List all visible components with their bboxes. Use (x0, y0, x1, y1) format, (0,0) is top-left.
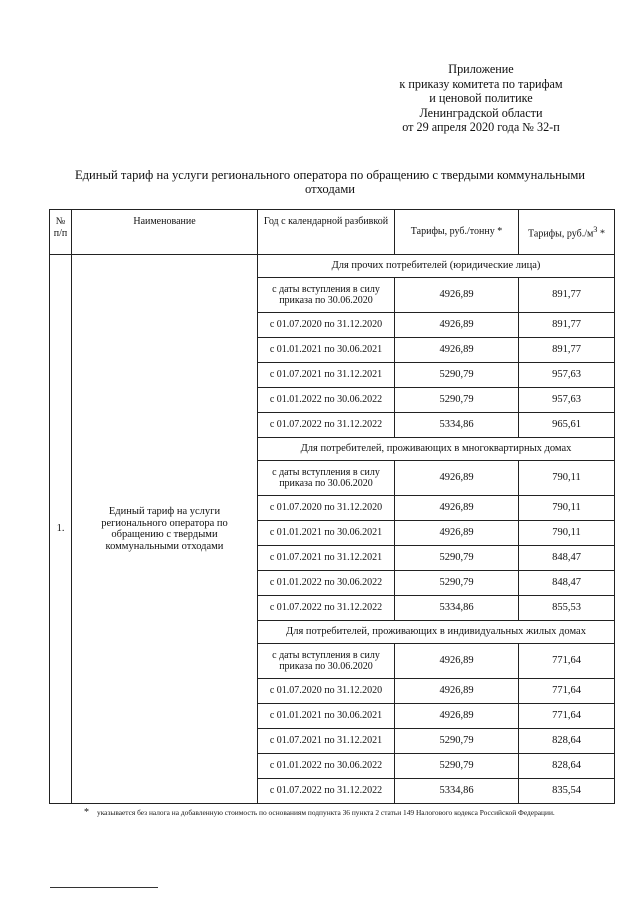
document-title (40, 168, 620, 196)
period-cell: с 01.01.2021 по 30.06.2021 (258, 338, 395, 363)
tariff-per-ton-cell: 4926,89 (395, 644, 519, 679)
tariff-per-ton-cell: 4926,89 (395, 679, 519, 704)
period-cell: с 01.01.2022 по 30.06.2022 (258, 388, 395, 413)
section-title-row (50, 255, 615, 278)
section-title: Для потребителей, проживающих в многоквартирных домах (258, 438, 615, 461)
period-cell: с 01.07.2020 по 31.12.2020 (258, 313, 395, 338)
period-cell: с 01.07.2022 по 31.12.2022 (258, 413, 395, 438)
tariff-per-m3-cell: 828,64 (519, 729, 615, 754)
tariff-table (49, 209, 615, 804)
tariff-per-m3-cell: 835,54 (519, 779, 615, 804)
tariff-per-ton-cell: 4926,89 (395, 338, 519, 363)
row-name: Единый тариф на услуги регионального оператора по обращению с твердыми коммунальными отходами (72, 255, 258, 804)
tariff-per-ton-cell: 5290,79 (395, 363, 519, 388)
tariff-per-m3-cell: 790,11 (519, 496, 615, 521)
tariff-per-m3-cell: 855,53 (519, 596, 615, 621)
tariff-per-ton-cell: 5334,86 (395, 596, 519, 621)
period-cell: с даты вступления в силу приказа по 30.06.2020 (258, 278, 395, 313)
footnote (50, 808, 615, 818)
appendix-line: Приложение (448, 62, 514, 76)
header-name: Наименование (72, 210, 258, 255)
tariff-per-m3-cell: 957,63 (519, 363, 615, 388)
header-year: Год с календарной разбивкой (258, 210, 395, 255)
header-tariff-per-m3-label: Тарифы, руб./м (528, 228, 594, 240)
tariff-per-m3-cell: 828,64 (519, 754, 615, 779)
tariff-per-ton-cell: 4926,89 (395, 278, 519, 313)
tariff-per-m3-cell: 848,47 (519, 546, 615, 571)
header-number: № п/п (50, 210, 72, 255)
tariff-per-m3-cell: 891,77 (519, 338, 615, 363)
footnote-text: указывается без налога на добавленную стоимость по основаниям подпункта 36 пункта 2 статьи 149 Налогового кодекса Российской Федерации. (97, 808, 555, 817)
period-cell: с 01.07.2020 по 31.12.2020 (258, 496, 395, 521)
tariff-per-m3-cell: 957,63 (519, 388, 615, 413)
tariff-per-m3-cell: 891,77 (519, 278, 615, 313)
period-cell: с 01.07.2021 по 31.12.2021 (258, 363, 395, 388)
section-title: Для потребителей, проживающих в индивидуальных жилых домах (258, 621, 615, 644)
period-cell: с 01.01.2021 по 30.06.2021 (258, 521, 395, 546)
table-header-row (50, 210, 615, 255)
tariff-per-ton-cell: 5290,79 (395, 571, 519, 596)
appendix-line: к приказу комитета по тарифам (399, 76, 563, 91)
tariff-per-m3-cell: 771,64 (519, 704, 615, 729)
appendix-block (360, 62, 602, 135)
period-cell: с 01.07.2022 по 31.12.2022 (258, 596, 395, 621)
period-cell: с 01.01.2022 по 30.06.2022 (258, 571, 395, 596)
period-cell: с 01.07.2021 по 31.12.2021 (258, 546, 395, 571)
appendix-line: от 29 апреля 2020 года № 32-п (402, 120, 560, 134)
period-cell: с 01.07.2020 по 31.12.2020 (258, 679, 395, 704)
tariff-per-m3-cell: 848,47 (519, 571, 615, 596)
tariff-per-ton-cell: 4926,89 (395, 461, 519, 496)
period-cell: с даты вступления в силу приказа по 30.06.2020 (258, 644, 395, 679)
bottom-rule (50, 887, 158, 888)
tariff-per-ton-cell: 4926,89 (395, 521, 519, 546)
tariff-per-m3-cell: 790,11 (519, 521, 615, 546)
tariff-per-ton-cell: 4926,89 (395, 313, 519, 338)
table-body (50, 255, 615, 804)
tariff-per-m3-cell: 891,77 (519, 313, 615, 338)
header-tariff-per-ton: Тарифы, руб./тонну * (395, 210, 519, 255)
tariff-per-ton-cell: 5290,79 (395, 729, 519, 754)
section-title: Для прочих потребителей (юридические лица) (258, 255, 615, 278)
period-cell: с 01.01.2021 по 30.06.2021 (258, 704, 395, 729)
tariff-per-m3-cell: 965,61 (519, 413, 615, 438)
appendix-line: Ленинградской области (419, 105, 543, 120)
header-tariff-per-m3-exponent: 3 (593, 225, 598, 235)
tariff-per-m3-cell: 790,11 (519, 461, 615, 496)
tariff-per-ton-cell: 4926,89 (395, 704, 519, 729)
header-tariff-per-m3-star: * (597, 228, 605, 240)
period-cell: с даты вступления в силу приказа по 30.06.2020 (258, 461, 395, 496)
row-number: 1. (50, 255, 72, 804)
document-title-line: Единый тариф на услуги регионального оператора по обращению с твердыми коммунальными (74, 168, 586, 182)
tariff-per-ton-cell: 4926,89 (395, 496, 519, 521)
period-cell: с 01.01.2022 по 30.06.2022 (258, 754, 395, 779)
tariff-per-ton-cell: 5334,86 (395, 779, 519, 804)
header-tariff-per-m3 (519, 210, 615, 255)
tariff-per-ton-cell: 5290,79 (395, 546, 519, 571)
period-cell: с 01.07.2022 по 31.12.2022 (258, 779, 395, 804)
appendix-line: и ценовой политике (429, 91, 533, 105)
tariff-per-m3-cell: 771,64 (519, 644, 615, 679)
footnote-star: * (84, 807, 89, 818)
tariff-per-ton-cell: 5290,79 (395, 388, 519, 413)
period-cell: с 01.07.2021 по 31.12.2021 (258, 729, 395, 754)
tariff-per-ton-cell: 5290,79 (395, 754, 519, 779)
tariff-per-m3-cell: 771,64 (519, 679, 615, 704)
document-title-line: отходами (304, 182, 356, 196)
tariff-per-ton-cell: 5334,86 (395, 413, 519, 438)
